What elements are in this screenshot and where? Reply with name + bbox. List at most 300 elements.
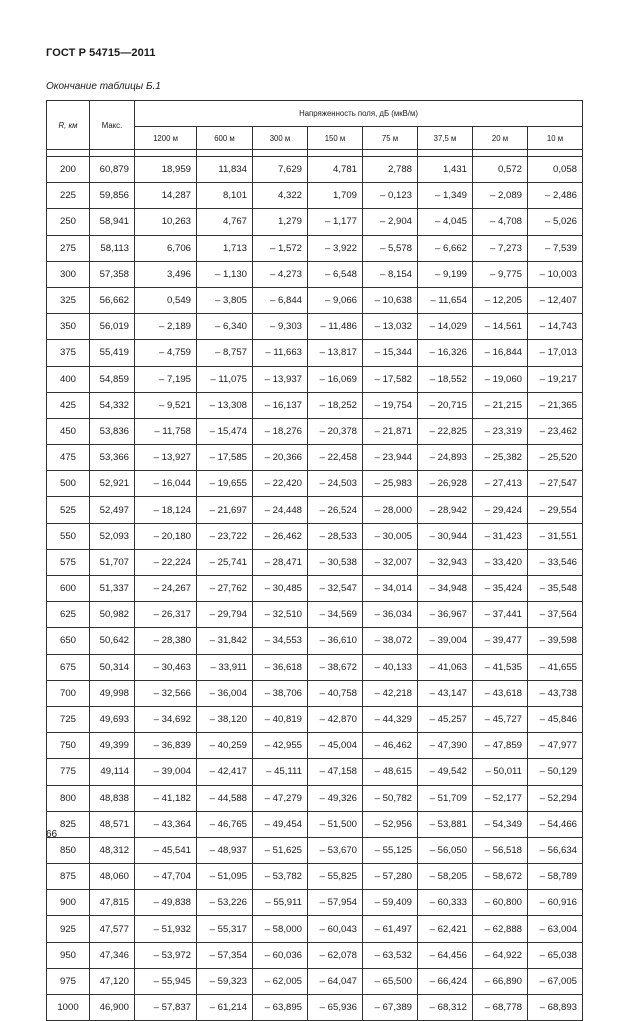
field-strength-cell: – 19,754 xyxy=(363,392,418,418)
page-number: 66 xyxy=(46,829,58,840)
field-strength-cell: – 32,566 xyxy=(135,680,197,706)
field-strength-cell: – 42,870 xyxy=(308,706,363,732)
field-strength-cell: – 55,317 xyxy=(197,916,253,942)
field-strength-cell: – 4,045 xyxy=(418,209,473,235)
field-strength-cell: – 18,124 xyxy=(135,497,197,523)
field-strength-cell: – 39,477 xyxy=(473,628,528,654)
field-strength-cell: – 45,541 xyxy=(135,837,197,863)
field-strength-cell: – 6,844 xyxy=(253,287,308,313)
field-strength-cell: – 36,967 xyxy=(418,602,473,628)
field-strength-cell: – 22,224 xyxy=(135,549,197,575)
distance-cell: 975 xyxy=(47,968,90,994)
field-strength-cell: – 19,217 xyxy=(528,366,583,392)
distance-cell: 925 xyxy=(47,916,90,942)
max-value-cell: 48,060 xyxy=(90,864,135,890)
field-strength-cell: – 4,759 xyxy=(135,340,197,366)
column-header-height: 600 м xyxy=(197,127,253,150)
max-value-cell: 59,856 xyxy=(90,183,135,209)
field-strength-cell: – 53,782 xyxy=(253,864,308,890)
field-strength-cell: – 28,380 xyxy=(135,628,197,654)
field-strength-cell: – 9,303 xyxy=(253,314,308,340)
field-strength-cell: – 6,662 xyxy=(418,235,473,261)
field-strength-cell: – 33,546 xyxy=(528,549,583,575)
field-strength-cell: – 24,267 xyxy=(135,576,197,602)
field-strength-cell: – 27,762 xyxy=(197,576,253,602)
field-strength-cell: – 47,859 xyxy=(473,733,528,759)
field-strength-cell: – 45,257 xyxy=(418,706,473,732)
field-strength-cell: – 66,890 xyxy=(473,968,528,994)
max-value-cell: 47,346 xyxy=(90,942,135,968)
max-value-cell: 49,114 xyxy=(90,759,135,785)
field-strength-cell: 4,781 xyxy=(308,157,363,183)
max-value-cell: 57,358 xyxy=(90,261,135,287)
max-value-cell: 51,337 xyxy=(90,576,135,602)
field-strength-cell: – 37,441 xyxy=(473,602,528,628)
field-strength-cell: – 38,672 xyxy=(308,654,363,680)
field-strength-cell: 2,788 xyxy=(363,157,418,183)
distance-cell: 475 xyxy=(47,445,90,471)
column-header-height: 1200 м xyxy=(135,127,197,150)
field-strength-cell: – 43,364 xyxy=(135,811,197,837)
field-strength-cell: – 20,366 xyxy=(253,445,308,471)
field-strength-cell: – 53,226 xyxy=(197,890,253,916)
field-strength-cell: – 52,956 xyxy=(363,811,418,837)
table-row xyxy=(47,654,583,680)
field-strength-cell: – 68,778 xyxy=(473,995,528,1021)
field-strength-cell: – 57,280 xyxy=(363,864,418,890)
field-strength-cell: – 17,013 xyxy=(528,340,583,366)
max-value-cell: 48,312 xyxy=(90,837,135,863)
field-strength-cell: – 62,421 xyxy=(418,916,473,942)
field-strength-cell: – 11,758 xyxy=(135,418,197,444)
field-strength-cell: – 3,805 xyxy=(197,287,253,313)
field-strength-cell: – 45,727 xyxy=(473,706,528,732)
field-strength-cell: – 28,000 xyxy=(363,497,418,523)
distance-cell: 850 xyxy=(47,837,90,863)
field-strength-cell: – 62,078 xyxy=(308,942,363,968)
table-row xyxy=(47,261,583,287)
field-strength-cell: – 12,407 xyxy=(528,287,583,313)
table-row xyxy=(47,576,583,602)
field-strength-cell: – 28,533 xyxy=(308,523,363,549)
field-strength-cell: – 26,524 xyxy=(308,497,363,523)
max-value-cell: 58,941 xyxy=(90,209,135,235)
field-strength-cell: 8,101 xyxy=(197,183,253,209)
field-strength-cell: – 23,722 xyxy=(197,523,253,549)
table-row xyxy=(47,785,583,811)
field-strength-cell: – 9,199 xyxy=(418,261,473,287)
field-strength-cell: – 16,844 xyxy=(473,340,528,366)
column-header-height: 150 м xyxy=(308,127,363,150)
distance-cell: 200 xyxy=(47,157,90,183)
field-strength-cell: – 40,259 xyxy=(197,733,253,759)
field-strength-cell: – 51,095 xyxy=(197,864,253,890)
column-header-height: 37,5 м xyxy=(418,127,473,150)
field-strength-cell: 0,058 xyxy=(528,157,583,183)
distance-cell: 300 xyxy=(47,261,90,287)
max-value-cell: 58,113 xyxy=(90,235,135,261)
field-strength-cell: – 57,837 xyxy=(135,995,197,1021)
table-row xyxy=(47,733,583,759)
field-strength-cell: – 57,954 xyxy=(308,890,363,916)
field-strength-cell: – 42,218 xyxy=(363,680,418,706)
field-strength-cell: – 10,003 xyxy=(528,261,583,287)
field-strength-cell: – 23,944 xyxy=(363,445,418,471)
field-strength-cell: – 53,881 xyxy=(418,811,473,837)
max-value-cell: 49,399 xyxy=(90,733,135,759)
distance-cell: 800 xyxy=(47,785,90,811)
table-row xyxy=(47,523,583,549)
table-row xyxy=(47,471,583,497)
field-strength-cell: – 38,072 xyxy=(363,628,418,654)
table-row xyxy=(47,680,583,706)
field-strength-cell: – 24,448 xyxy=(253,497,308,523)
table-row xyxy=(47,340,583,366)
table-row xyxy=(47,706,583,732)
field-strength-cell: – 8,757 xyxy=(197,340,253,366)
field-strength-cell: – 7,273 xyxy=(473,235,528,261)
field-strength-cell: – 16,326 xyxy=(418,340,473,366)
field-strength-cell: 14,287 xyxy=(135,183,197,209)
distance-cell: 750 xyxy=(47,733,90,759)
field-strength-cell: – 40,819 xyxy=(253,706,308,732)
field-strength-cell: – 2,486 xyxy=(528,183,583,209)
field-strength-cell: – 15,344 xyxy=(363,340,418,366)
column-header-height: 75 м xyxy=(363,127,418,150)
table-row xyxy=(47,602,583,628)
field-strength-cell: – 7,539 xyxy=(528,235,583,261)
field-strength-cell: – 54,466 xyxy=(528,811,583,837)
field-strength-cell: – 44,588 xyxy=(197,785,253,811)
max-value-cell: 48,571 xyxy=(90,811,135,837)
table-row xyxy=(47,864,583,890)
distance-cell: 450 xyxy=(47,418,90,444)
distance-cell: 525 xyxy=(47,497,90,523)
distance-cell: 725 xyxy=(47,706,90,732)
table-row xyxy=(47,209,583,235)
distance-cell: 550 xyxy=(47,523,90,549)
distance-cell: 1000 xyxy=(47,995,90,1021)
field-strength-cell: – 64,456 xyxy=(418,942,473,968)
field-strength-cell: – 9,775 xyxy=(473,261,528,287)
field-strength-cell: – 50,011 xyxy=(473,759,528,785)
field-strength-cell: – 45,846 xyxy=(528,706,583,732)
field-strength-cell: – 45,111 xyxy=(253,759,308,785)
field-strength-cell: – 40,133 xyxy=(363,654,418,680)
field-strength-cell: 6,706 xyxy=(135,235,197,261)
field-strength-cell: – 30,463 xyxy=(135,654,197,680)
field-strength-cell: – 34,569 xyxy=(308,602,363,628)
table-row xyxy=(47,314,583,340)
field-strength-table xyxy=(46,100,583,1021)
field-strength-cell: – 40,758 xyxy=(308,680,363,706)
field-strength-cell: 1,713 xyxy=(197,235,253,261)
field-strength-cell: – 68,312 xyxy=(418,995,473,1021)
field-strength-cell: – 55,825 xyxy=(308,864,363,890)
field-strength-cell: – 9,521 xyxy=(135,392,197,418)
field-strength-cell: – 3,922 xyxy=(308,235,363,261)
table-row xyxy=(47,942,583,968)
field-strength-cell: – 41,182 xyxy=(135,785,197,811)
field-strength-cell: – 2,089 xyxy=(473,183,528,209)
max-value-cell: 55,419 xyxy=(90,340,135,366)
field-strength-cell: – 58,205 xyxy=(418,864,473,890)
field-strength-cell: – 60,043 xyxy=(308,916,363,942)
field-strength-cell: – 46,765 xyxy=(197,811,253,837)
table-row xyxy=(47,445,583,471)
max-value-cell: 53,836 xyxy=(90,418,135,444)
field-strength-cell: – 33,420 xyxy=(473,549,528,575)
field-strength-cell: – 63,004 xyxy=(528,916,583,942)
field-strength-cell: 4,322 xyxy=(253,183,308,209)
field-strength-cell: – 28,942 xyxy=(418,497,473,523)
field-strength-cell: – 5,026 xyxy=(528,209,583,235)
distance-cell: 900 xyxy=(47,890,90,916)
field-strength-cell: – 29,424 xyxy=(473,497,528,523)
field-strength-cell: – 32,943 xyxy=(418,549,473,575)
max-value-cell: 50,982 xyxy=(90,602,135,628)
field-strength-cell: – 31,551 xyxy=(528,523,583,549)
distance-cell: 950 xyxy=(47,942,90,968)
field-strength-cell: – 67,005 xyxy=(528,968,583,994)
max-value-cell: 47,120 xyxy=(90,968,135,994)
table-row xyxy=(47,235,583,261)
field-strength-cell: – 21,215 xyxy=(473,392,528,418)
field-strength-cell: – 56,518 xyxy=(473,837,528,863)
field-strength-cell: – 60,036 xyxy=(253,942,308,968)
field-strength-cell: – 18,252 xyxy=(308,392,363,418)
max-value-cell: 54,332 xyxy=(90,392,135,418)
field-strength-cell: – 48,615 xyxy=(363,759,418,785)
field-strength-cell: – 55,945 xyxy=(135,968,197,994)
field-strength-cell: – 29,794 xyxy=(197,602,253,628)
field-strength-cell: – 11,075 xyxy=(197,366,253,392)
table-row xyxy=(47,628,583,654)
field-strength-cell: – 9,066 xyxy=(308,287,363,313)
field-strength-cell: – 34,948 xyxy=(418,576,473,602)
field-strength-cell: – 36,034 xyxy=(363,602,418,628)
field-strength-cell: – 36,610 xyxy=(308,628,363,654)
field-strength-cell: – 18,276 xyxy=(253,418,308,444)
field-strength-cell: – 36,618 xyxy=(253,654,308,680)
field-strength-cell: – 43,738 xyxy=(528,680,583,706)
distance-cell: 375 xyxy=(47,340,90,366)
table-row xyxy=(47,890,583,916)
max-value-cell: 50,314 xyxy=(90,654,135,680)
field-strength-cell: – 60,333 xyxy=(418,890,473,916)
field-strength-cell: – 27,413 xyxy=(473,471,528,497)
field-strength-cell: – 61,497 xyxy=(363,916,418,942)
field-strength-cell: – 21,365 xyxy=(528,392,583,418)
field-strength-cell: – 64,047 xyxy=(308,968,363,994)
field-strength-cell: – 17,582 xyxy=(363,366,418,392)
field-strength-cell: 7,629 xyxy=(253,157,308,183)
field-strength-cell: – 22,825 xyxy=(418,418,473,444)
field-strength-cell: – 37,564 xyxy=(528,602,583,628)
field-strength-cell: – 49,838 xyxy=(135,890,197,916)
field-strength-cell: 0,572 xyxy=(473,157,528,183)
field-strength-cell: – 36,004 xyxy=(197,680,253,706)
table-row xyxy=(47,811,583,837)
field-strength-cell: – 4,273 xyxy=(253,261,308,287)
field-strength-cell: – 47,977 xyxy=(528,733,583,759)
field-strength-cell: – 65,936 xyxy=(308,995,363,1021)
distance-cell: 625 xyxy=(47,602,90,628)
field-strength-cell: – 41,063 xyxy=(418,654,473,680)
field-strength-cell: – 67,389 xyxy=(363,995,418,1021)
field-strength-cell: – 15,474 xyxy=(197,418,253,444)
field-strength-cell: – 63,895 xyxy=(253,995,308,1021)
field-strength-cell: – 46,462 xyxy=(363,733,418,759)
distance-cell: 875 xyxy=(47,864,90,890)
field-strength-cell: – 29,554 xyxy=(528,497,583,523)
field-strength-cell: – 62,888 xyxy=(473,916,528,942)
field-strength-cell: – 16,044 xyxy=(135,471,197,497)
field-strength-cell: – 21,871 xyxy=(363,418,418,444)
field-strength-cell: – 43,618 xyxy=(473,680,528,706)
field-strength-cell: – 61,214 xyxy=(197,995,253,1021)
distance-cell: 275 xyxy=(47,235,90,261)
field-strength-cell: – 25,983 xyxy=(363,471,418,497)
field-strength-cell: – 58,789 xyxy=(528,864,583,890)
max-value-cell: 49,693 xyxy=(90,706,135,732)
field-strength-cell: – 41,655 xyxy=(528,654,583,680)
field-strength-cell: 4,767 xyxy=(197,209,253,235)
distance-cell: 675 xyxy=(47,654,90,680)
max-value-cell: 52,093 xyxy=(90,523,135,549)
field-strength-cell: 11,834 xyxy=(197,157,253,183)
table-row xyxy=(47,916,583,942)
field-strength-cell: – 42,417 xyxy=(197,759,253,785)
field-strength-cell: – 58,000 xyxy=(253,916,308,942)
field-strength-cell: – 47,158 xyxy=(308,759,363,785)
field-strength-cell: – 48,937 xyxy=(197,837,253,863)
field-strength-cell: – 55,125 xyxy=(363,837,418,863)
max-value-cell: 56,019 xyxy=(90,314,135,340)
field-strength-cell: – 54,349 xyxy=(473,811,528,837)
field-strength-cell: – 20,378 xyxy=(308,418,363,444)
field-strength-cell: – 52,177 xyxy=(473,785,528,811)
field-strength-cell: – 65,500 xyxy=(363,968,418,994)
field-strength-cell: – 55,911 xyxy=(253,890,308,916)
field-strength-cell: – 24,503 xyxy=(308,471,363,497)
field-strength-cell: – 51,625 xyxy=(253,837,308,863)
field-strength-cell: – 6,548 xyxy=(308,261,363,287)
max-value-cell: 52,497 xyxy=(90,497,135,523)
field-strength-cell: – 6,340 xyxy=(197,314,253,340)
column-header-height: 20 м xyxy=(473,127,528,150)
table-row xyxy=(47,759,583,785)
field-strength-cell: – 19,060 xyxy=(473,366,528,392)
field-strength-cell: – 1,177 xyxy=(308,209,363,235)
distance-cell: 575 xyxy=(47,549,90,575)
field-strength-cell: – 47,704 xyxy=(135,864,197,890)
field-strength-cell: – 33,911 xyxy=(197,654,253,680)
distance-cell: 400 xyxy=(47,366,90,392)
table-row xyxy=(47,497,583,523)
field-strength-cell: – 47,279 xyxy=(253,785,308,811)
table-row xyxy=(47,366,583,392)
field-strength-cell: – 32,007 xyxy=(363,549,418,575)
field-strength-cell: 10,263 xyxy=(135,209,197,235)
field-strength-cell: – 14,561 xyxy=(473,314,528,340)
field-strength-cell: – 11,663 xyxy=(253,340,308,366)
field-strength-cell: – 10,638 xyxy=(363,287,418,313)
distance-cell: 250 xyxy=(47,209,90,235)
field-strength-cell: – 30,944 xyxy=(418,523,473,549)
field-strength-cell: – 16,069 xyxy=(308,366,363,392)
field-strength-cell: – 50,782 xyxy=(363,785,418,811)
distance-cell: 325 xyxy=(47,287,90,313)
field-strength-cell: – 19,655 xyxy=(197,471,253,497)
field-strength-cell: – 27,547 xyxy=(528,471,583,497)
field-strength-cell: – 31,842 xyxy=(197,628,253,654)
field-strength-cell: – 31,423 xyxy=(473,523,528,549)
field-strength-cell: – 53,972 xyxy=(135,942,197,968)
document-standard-header: ГОСТ Р 54715—2011 xyxy=(46,47,156,59)
max-value-cell: 54,859 xyxy=(90,366,135,392)
max-value-cell: 60,879 xyxy=(90,157,135,183)
field-strength-cell: – 36,839 xyxy=(135,733,197,759)
field-strength-cell: – 28,471 xyxy=(253,549,308,575)
table-row xyxy=(47,287,583,313)
field-strength-cell: – 44,329 xyxy=(363,706,418,732)
max-value-cell: 52,921 xyxy=(90,471,135,497)
field-strength-cell: – 18,552 xyxy=(418,366,473,392)
field-strength-cell: 1,279 xyxy=(253,209,308,235)
field-strength-cell: – 34,014 xyxy=(363,576,418,602)
distance-cell: 700 xyxy=(47,680,90,706)
field-strength-cell: – 59,409 xyxy=(363,890,418,916)
field-strength-cell: 0,549 xyxy=(135,287,197,313)
field-strength-cell: – 38,706 xyxy=(253,680,308,706)
field-strength-cell: – 2,904 xyxy=(363,209,418,235)
field-strength-cell: – 56,050 xyxy=(418,837,473,863)
field-strength-cell: – 39,004 xyxy=(418,628,473,654)
field-strength-cell: – 13,032 xyxy=(363,314,418,340)
field-strength-cell: – 23,462 xyxy=(528,418,583,444)
field-strength-cell: – 7,195 xyxy=(135,366,197,392)
field-strength-cell: – 24,893 xyxy=(418,445,473,471)
distance-cell: 650 xyxy=(47,628,90,654)
field-strength-cell: – 16,137 xyxy=(253,392,308,418)
column-header-height: 10 м xyxy=(528,127,583,150)
table-row xyxy=(47,157,583,183)
field-strength-cell: – 14,029 xyxy=(418,314,473,340)
field-strength-cell: – 20,715 xyxy=(418,392,473,418)
field-strength-cell: – 17,585 xyxy=(197,445,253,471)
field-strength-cell: – 58,672 xyxy=(473,864,528,890)
field-strength-cell: – 13,308 xyxy=(197,392,253,418)
field-strength-cell: – 14,743 xyxy=(528,314,583,340)
field-strength-cell: – 32,547 xyxy=(308,576,363,602)
distance-cell: 600 xyxy=(47,576,90,602)
field-strength-cell: – 25,741 xyxy=(197,549,253,575)
field-strength-cell: – 65,038 xyxy=(528,942,583,968)
field-strength-cell: 3,496 xyxy=(135,261,197,287)
field-strength-cell: 1,709 xyxy=(308,183,363,209)
table-row xyxy=(47,418,583,444)
field-strength-cell: – 39,004 xyxy=(135,759,197,785)
field-strength-cell: – 56,634 xyxy=(528,837,583,863)
field-strength-cell: – 50,129 xyxy=(528,759,583,785)
max-value-cell: 51,707 xyxy=(90,549,135,575)
distance-cell: 225 xyxy=(47,183,90,209)
field-strength-cell: – 22,458 xyxy=(308,445,363,471)
field-strength-cell: – 20,180 xyxy=(135,523,197,549)
distance-cell: 425 xyxy=(47,392,90,418)
field-strength-cell: – 30,485 xyxy=(253,576,308,602)
